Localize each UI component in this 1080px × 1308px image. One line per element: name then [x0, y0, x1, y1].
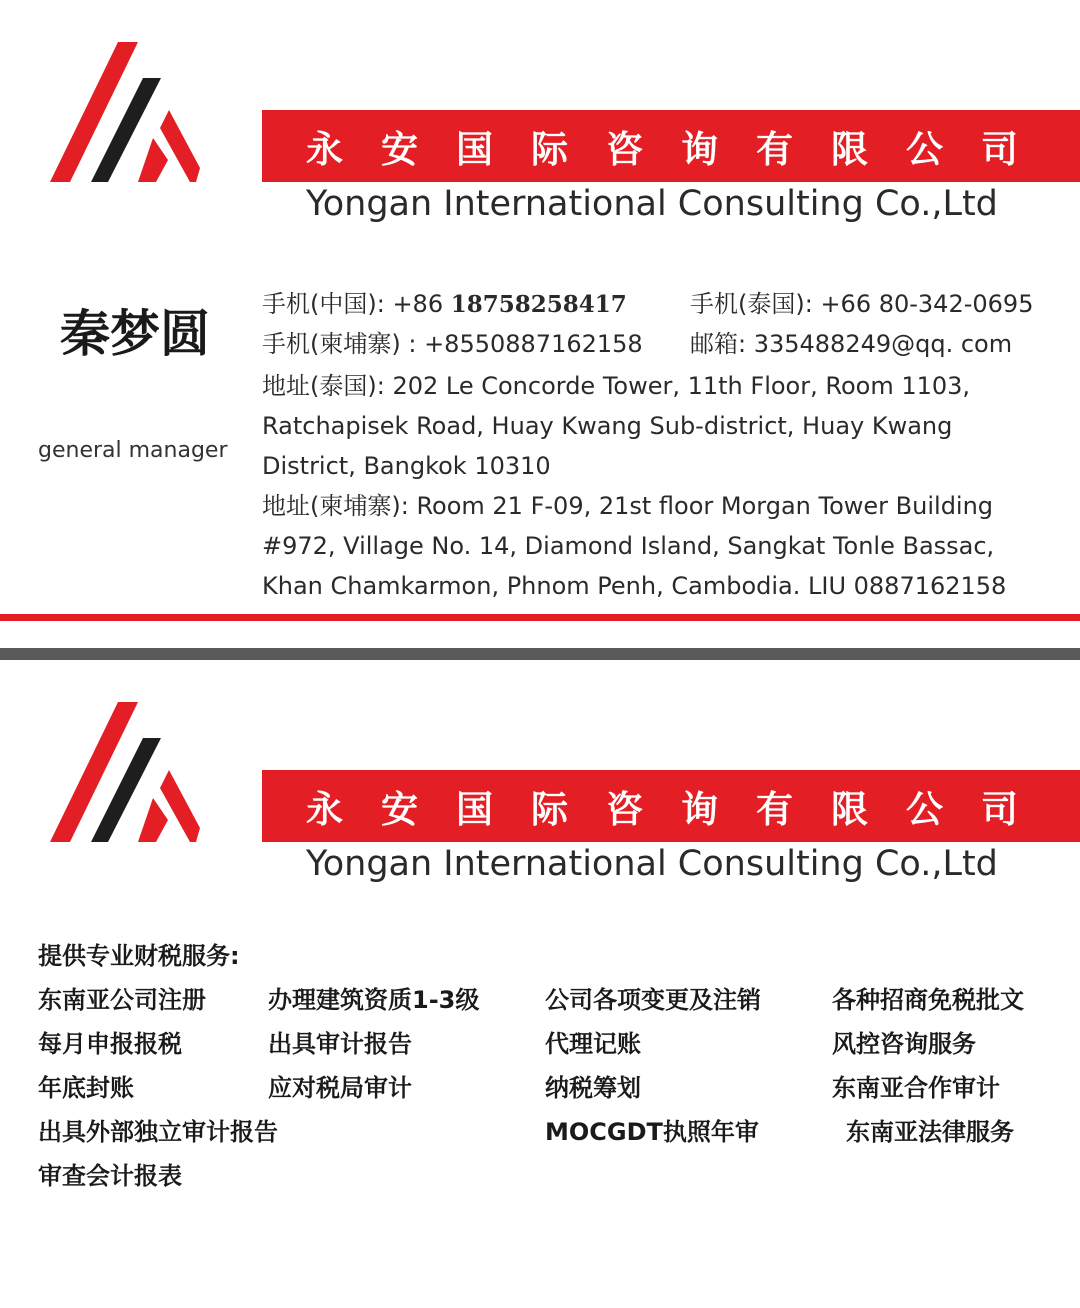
service-item: 各种招商免税批文 [832, 986, 1024, 1014]
service-item: MOCGDT执照年审 [545, 1118, 759, 1146]
service-item: 年底封账 [38, 1074, 134, 1102]
person-title: general manager [38, 438, 228, 463]
address-thailand: 地址(泰国): 202 Le Concorde Tower, 11th Floor, Room 1103, Ratchapisek Road, Huay Kwang Sub-district, Huay Kwang District, Bangkok 10310 [262, 372, 971, 480]
phone-thailand: 手机(泰国): +66 80-342-0695 [690, 290, 1034, 318]
phone-china-label: 手机(中国): +86 [262, 290, 444, 318]
gray-divider [0, 648, 1080, 660]
company-cn-name: 永安国际咨询有限公司 [306, 128, 1056, 171]
service-item: 公司各项变更及注销 [545, 986, 761, 1014]
service-item: 每月申报报税 [38, 1030, 182, 1058]
company-logo-icon [50, 42, 200, 187]
service-item: 东南亚法律服务 [846, 1118, 1014, 1146]
service-item: 风控咨询服务 [832, 1030, 976, 1058]
address-cambodia: 地址(柬埔寨): Room 21 F-09, 21st floor Morgan Tower Building #972, Village No. 14, Diamond Island, Sangkat Tonle Bassac, Khan Chamkarmon, Phnom Penh, Cambodia. LIU 0887162158 [262, 492, 1007, 600]
service-item: 东南亚合作审计 [832, 1074, 1000, 1102]
email: 邮箱: 335488249@qq. com [690, 330, 1013, 358]
service-item: 出具外部独立审计报告 [38, 1118, 278, 1146]
address-block [262, 366, 1052, 606]
red-divider [0, 614, 1080, 621]
business-card-front [0, 0, 1080, 630]
phone-china-number: 18758258417 [450, 291, 627, 318]
company-cn-name: 永安国际咨询有限公司 [306, 788, 1056, 831]
service-item: 纳税筹划 [545, 1074, 641, 1102]
service-item: 代理记账 [545, 1030, 641, 1058]
company-en-name: Yongan International Consulting Co.,Ltd [306, 844, 998, 884]
phone-china [262, 284, 627, 319]
person-name: 秦梦圆 [60, 304, 210, 363]
service-item: 审查会计报表 [38, 1162, 182, 1190]
company-name-band [262, 770, 1080, 842]
service-item: 东南亚公司注册 [38, 986, 206, 1014]
service-item: 出具审计报告 [268, 1030, 412, 1058]
service-item: 应对税局审计 [268, 1074, 412, 1102]
company-name-band [262, 110, 1080, 182]
services-heading: 提供专业财税服务: [38, 942, 240, 970]
company-en-name: Yongan International Consulting Co.,Ltd [306, 184, 998, 224]
business-card-back [0, 660, 1080, 1308]
company-logo-icon [50, 702, 200, 847]
phone-cambodia: 手机(柬埔寨) : +8550887162158 [262, 330, 643, 358]
service-item: 办理建筑资质1-3级 [268, 986, 480, 1014]
